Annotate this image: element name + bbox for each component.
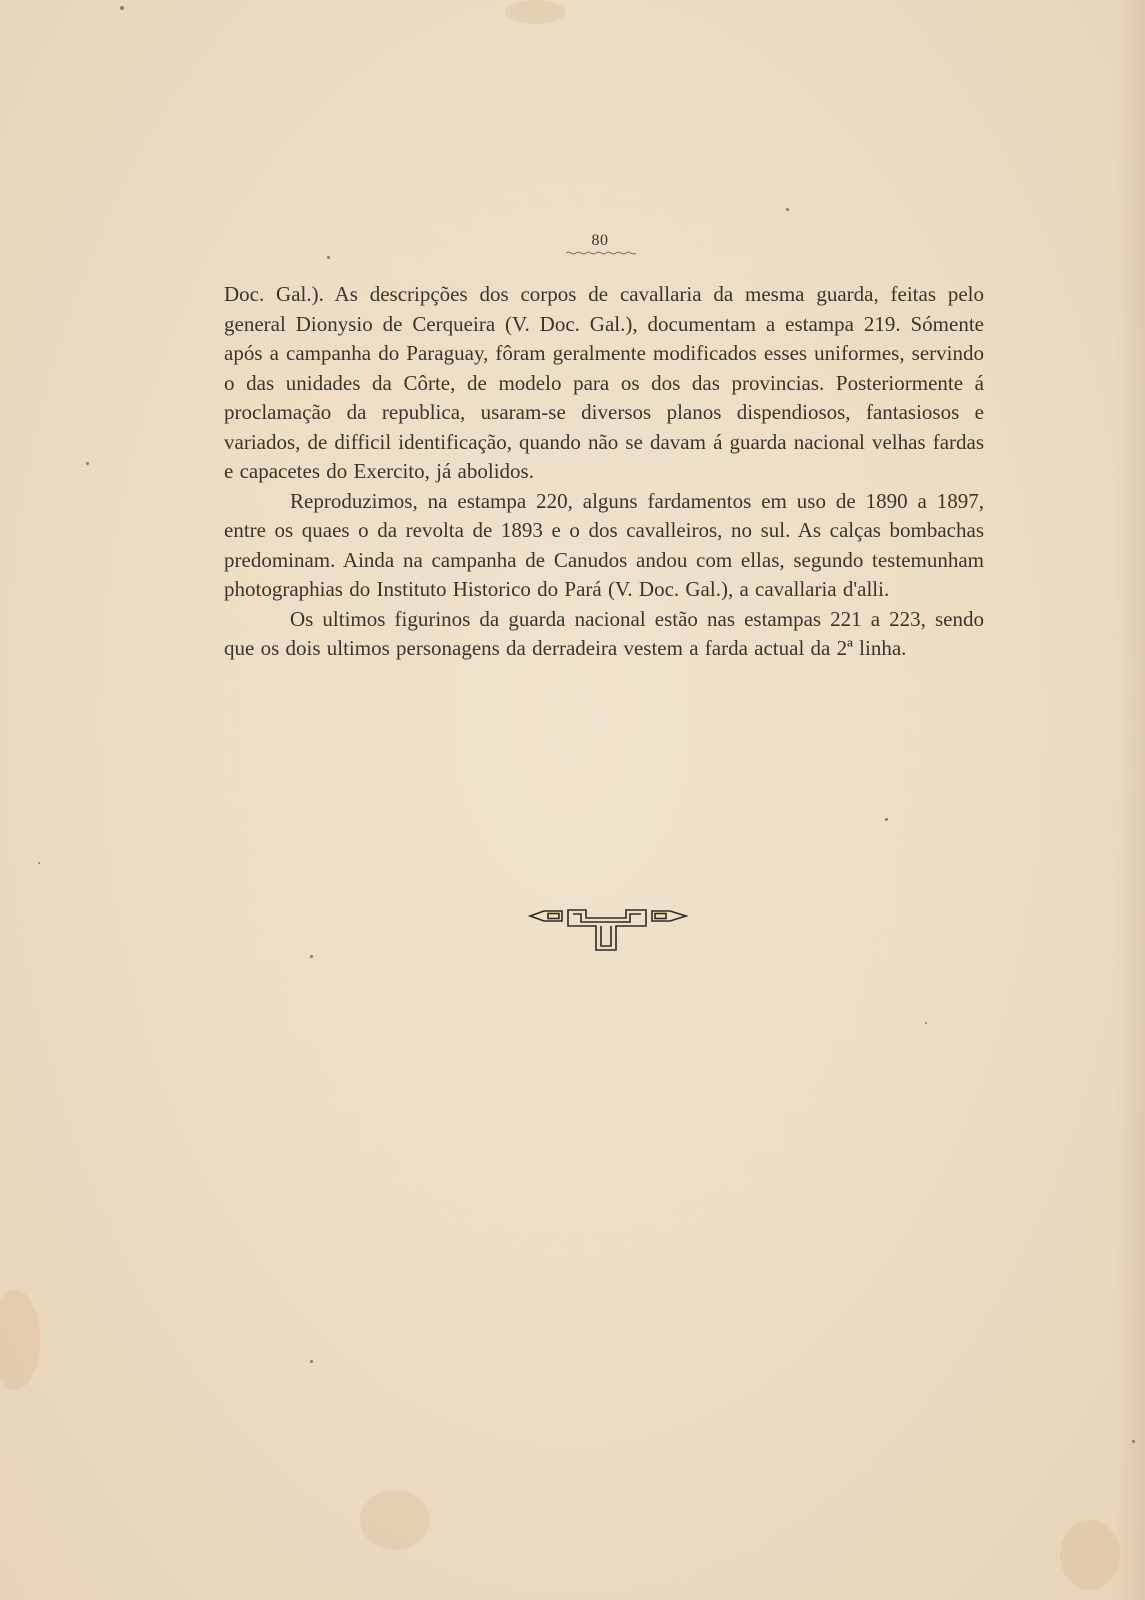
body-text — [224, 280, 984, 664]
paragraph: Os ultimos figurinos da guarda nacional estão nas estampas 221 a 223, sendo que os dois ultimos personagens da derradeira vestem a farda actual da 2ª linha. — [224, 606, 984, 660]
paper-speck — [786, 208, 789, 211]
paper-speck — [86, 462, 89, 465]
paper-speck — [310, 955, 313, 958]
paper-speck — [38, 862, 40, 864]
paragraph: Doc. Gal.). As descripções dos corpos de cavallaria da mesma guarda, feitas pelo general Dionysio de Cerqueira (V. Doc. Gal.), documentam a estampa 219. Sómente após a campanha do Paraguay, fôram geralmente modificados esses uniformes, servindo o das unidades da Côrte, de modelo para os dos das provincias. Posteriormente á proclamação da republica, usaram-se diversos planos dispendiosos, fantasiosos e variados, de difficil identificação, quando não se davam á guarda nacional velhas fardas e capacetes do Exercito, já abolidos. — [224, 282, 984, 483]
paper-speck — [925, 1022, 927, 1024]
paragraph: Reproduzimos, na estampa 220, alguns fardamentos em uso de 1890 a 1897, entre os quaes o da revolta de 1893 e o dos cavalleiros, no sul. As calças bombachas predominam. Ainda na campanha de Canudos andou com ellas, segundo testemunham photographias do Instituto Historico do Pará (V. Doc. Gal.), a cavallaria d'alli. — [224, 488, 984, 601]
paper-speck — [327, 256, 330, 259]
paper-speck — [885, 818, 888, 821]
tailpiece-ornament — [528, 908, 688, 958]
paper-stain — [360, 1490, 430, 1550]
paper-stain — [0, 1290, 40, 1390]
page-number-underline — [566, 251, 636, 255]
paper-speck — [120, 6, 124, 10]
paper-stain — [505, 0, 565, 24]
paper-stain — [1060, 1520, 1120, 1590]
paper-speck — [310, 1360, 313, 1363]
paper-speck — [1132, 1440, 1135, 1443]
page-number: 80 — [591, 232, 609, 249]
